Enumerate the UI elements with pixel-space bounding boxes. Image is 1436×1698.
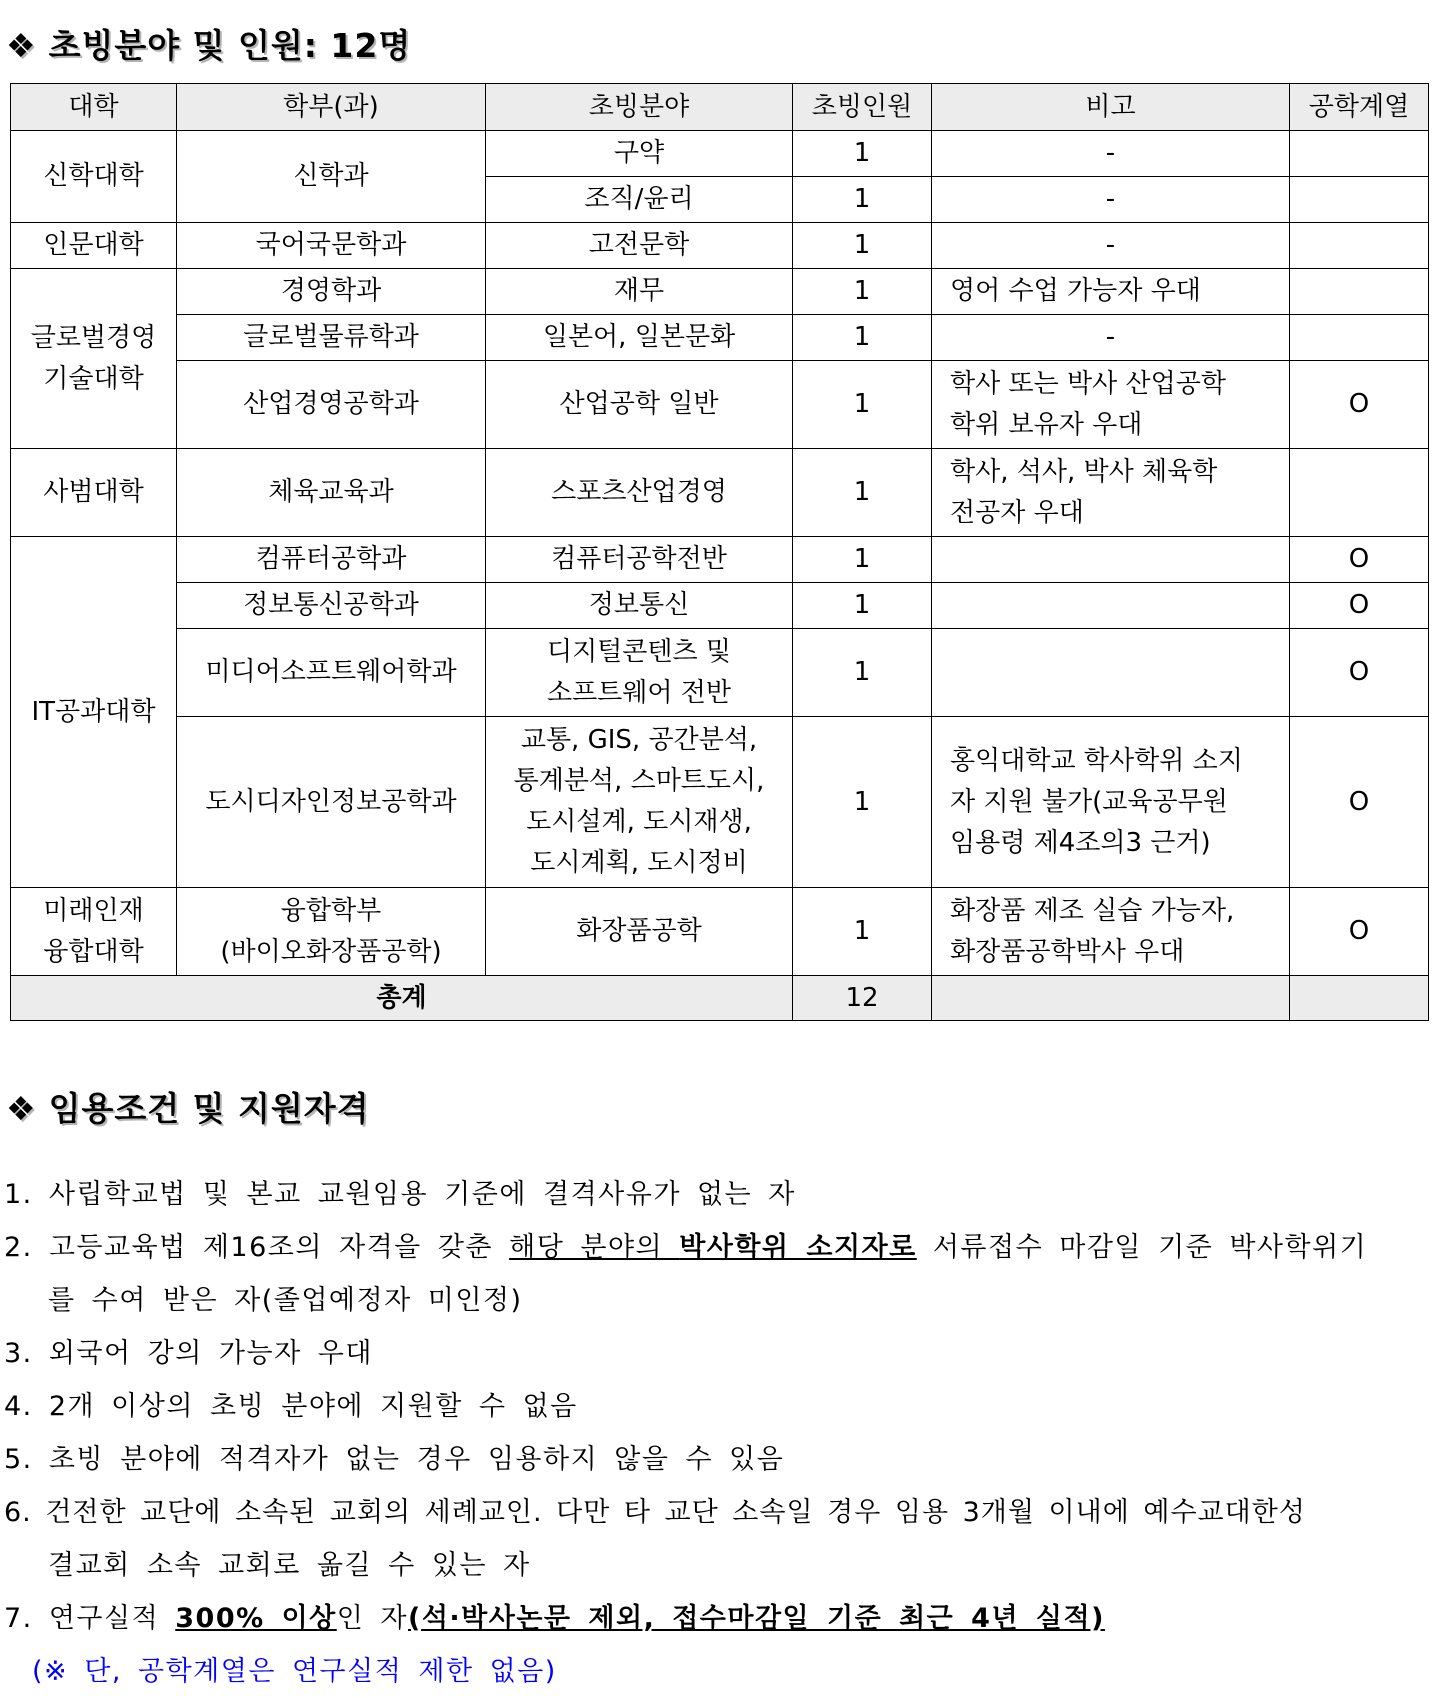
field-cell: 산업공학 일반 — [486, 361, 793, 449]
field-cell: 정보통신 — [486, 583, 793, 629]
count-cell: 1 — [793, 361, 932, 449]
condition-item: 1. 사립학교법 및 본교 교원임용 기준에 결격사유가 없는 자 — [4, 1179, 796, 1210]
section-title: 초빙분야 및 인원: 12명 — [48, 26, 412, 65]
college-cell: 신학대학 — [11, 131, 177, 223]
table-row — [11, 223, 1429, 269]
table-row — [11, 888, 1429, 976]
department-cell: 신학과 — [177, 131, 486, 223]
header-field: 초빙분야 — [486, 84, 793, 131]
total-note — [932, 976, 1290, 1021]
note-line: 홍익대학교 학사학위 소지 — [950, 745, 1243, 776]
field-line: 도시계획, 도시정비 — [530, 848, 748, 878]
condition-text: 서류접수 마감일 기준 박사학위기 — [916, 1232, 1368, 1263]
table-row — [11, 629, 1429, 717]
department-cell: 정보통신공학과 — [177, 583, 486, 629]
condition-emphasis: 300% 이상 — [175, 1603, 337, 1634]
field-cell: 재무 — [486, 269, 793, 315]
count-cell: 1 — [793, 629, 932, 717]
condition-text: 2. 고등교육법 제16조의 자격을 갖춘 — [4, 1232, 510, 1263]
engineering-cell: O — [1290, 629, 1429, 717]
count-cell: 1 — [793, 717, 932, 888]
note-cell — [932, 361, 1290, 449]
condition-text: 결교회 소속 교회로 옮길 수 있는 자 — [48, 1550, 531, 1581]
condition-item: 3. 외국어 강의 가능자 우대 — [4, 1338, 373, 1369]
engineering-cell: O — [1290, 717, 1429, 888]
college-line: 기술대학 — [43, 363, 144, 394]
header-college: 대학 — [11, 84, 177, 131]
note-line: 화장품공학박사 우대 — [950, 936, 1185, 967]
table-row — [11, 131, 1429, 177]
table-row — [11, 449, 1429, 537]
section-title: 임용조건 및 지원자격 — [48, 1089, 370, 1128]
table-row — [11, 537, 1429, 583]
note-line: 전공자 우대 — [950, 497, 1084, 528]
conditions-list — [4, 1168, 1432, 1698]
note-cell — [932, 583, 1290, 629]
table-row — [11, 717, 1429, 888]
section-heading-conditions — [6, 1083, 369, 1130]
college-cell — [11, 269, 177, 449]
college-cell: 사범대학 — [11, 449, 177, 537]
field-cell: 구약 — [486, 131, 793, 177]
engineering-cell — [1290, 131, 1429, 177]
recruitment-table — [10, 83, 1429, 1021]
table-header-row — [11, 84, 1429, 131]
field-cell: 스포츠산업경영 — [486, 449, 793, 537]
total-row — [11, 976, 1429, 1021]
note-cell: - — [932, 177, 1290, 223]
college-cell: 인문대학 — [11, 223, 177, 269]
section-heading-positions — [6, 20, 411, 67]
engineering-cell: O — [1290, 888, 1429, 976]
college-cell — [11, 888, 177, 976]
total-count: 12 — [793, 976, 932, 1021]
note-cell: - — [932, 223, 1290, 269]
note-cell: - — [932, 131, 1290, 177]
count-cell: 1 — [793, 537, 932, 583]
table-row — [11, 269, 1429, 315]
condition-item — [4, 1221, 1432, 1274]
department-line: 융합학부 — [280, 895, 382, 926]
department-cell: 산업경영공학과 — [177, 361, 486, 449]
field-cell — [486, 629, 793, 717]
count-cell: 1 — [793, 177, 932, 223]
count-cell: 1 — [793, 269, 932, 315]
field-cell: 조직/윤리 — [486, 177, 793, 223]
college-cell: IT공과대학 — [11, 537, 177, 888]
header-note: 비고 — [932, 84, 1290, 131]
note-line: 자 지원 불가(교육공무원 — [950, 786, 1228, 817]
condition-text: 7. 연구실적 — [4, 1603, 176, 1634]
total-label: 총계 — [11, 976, 793, 1021]
engineering-exception-note: (※ 단, 공학계열은 연구실적 제한 없음) — [32, 1656, 557, 1687]
count-cell: 1 — [793, 131, 932, 177]
field-cell — [486, 717, 793, 888]
note-line: 학사, 석사, 박사 체육학 — [950, 456, 1218, 487]
condition-item — [4, 1592, 1432, 1645]
total-engineering — [1290, 976, 1429, 1021]
condition-note — [4, 1645, 1432, 1698]
engineering-cell: O — [1290, 583, 1429, 629]
condition-emphasis: (석·박사논문 제외, 접수마감일 기준 최근 4년 실적) — [408, 1603, 1105, 1634]
condition-continuation — [4, 1274, 1432, 1327]
condition-text: 를 수여 받은 자(졸업예정자 미인정) — [48, 1285, 523, 1316]
field-line: 교통, GIS, 공간분석, — [520, 725, 758, 755]
diamond-bullet-icon: ❖ — [6, 1089, 37, 1128]
note-line: 학위 보유자 우대 — [950, 409, 1143, 440]
count-cell: 1 — [793, 449, 932, 537]
field-line: 통계분석, 스마트도시, — [513, 766, 765, 796]
department-cell: 국어국문학과 — [177, 223, 486, 269]
condition-item: 6. 건전한 교단에 소속된 교회의 세례교인. 다만 타 교단 소속일 경우 임용 3개월 이내에 예수교대한성 — [4, 1497, 1306, 1528]
engineering-cell — [1290, 223, 1429, 269]
note-cell — [932, 537, 1290, 583]
field-cell: 일본어, 일본문화 — [486, 315, 793, 361]
field-line: 소프트웨어 전반 — [546, 677, 732, 708]
condition-underlined: 해당 분야의 — [509, 1232, 680, 1263]
engineering-cell: O — [1290, 537, 1429, 583]
department-cell: 글로벌물류학과 — [177, 315, 486, 361]
note-line: 학사 또는 박사 산업공학 — [950, 368, 1226, 399]
table-row — [11, 315, 1429, 361]
note-cell — [932, 629, 1290, 717]
department-cell: 경영학과 — [177, 269, 486, 315]
engineering-cell — [1290, 177, 1429, 223]
condition-continuation — [4, 1539, 1432, 1592]
field-cell: 고전문학 — [486, 223, 793, 269]
note-cell — [932, 888, 1290, 976]
department-line: (바이오화장품공학) — [220, 936, 442, 967]
condition-emphasis: 박사학위 소지자로 — [679, 1232, 917, 1263]
field-cell: 화장품공학 — [486, 888, 793, 976]
department-cell — [177, 888, 486, 976]
field-line: 도시설계, 도시재생, — [526, 807, 752, 837]
header-department: 학부(과) — [177, 84, 486, 131]
department-cell: 컴퓨터공학과 — [177, 537, 486, 583]
count-cell: 1 — [793, 583, 932, 629]
engineering-cell — [1290, 315, 1429, 361]
header-count: 초빙인원 — [793, 84, 932, 131]
condition-item: 5. 초빙 분야에 적격자가 없는 경우 임용하지 않을 수 있음 — [4, 1444, 785, 1475]
college-line: 글로벌경영 — [30, 322, 157, 353]
note-cell — [932, 449, 1290, 537]
condition-text: 인 자 — [336, 1603, 408, 1634]
college-line: 미래인재 — [43, 895, 144, 926]
note-cell: - — [932, 315, 1290, 361]
table-row — [11, 361, 1429, 449]
department-cell: 체육교육과 — [177, 449, 486, 537]
note-line: 화장품 제조 실습 가능자, — [950, 895, 1235, 926]
note-line: 임용령 제4조의3 근거) — [950, 827, 1211, 858]
department-cell: 미디어소프트웨어학과 — [177, 629, 486, 717]
condition-item: 4. 2개 이상의 초빙 분야에 지원할 수 없음 — [4, 1391, 578, 1422]
count-cell: 1 — [793, 888, 932, 976]
count-cell: 1 — [793, 315, 932, 361]
header-engineering: 공학계열 — [1290, 84, 1429, 131]
college-line: 융합대학 — [43, 936, 144, 967]
department-cell: 도시디자인정보공학과 — [177, 717, 486, 888]
table-row — [11, 583, 1429, 629]
note-cell: 영어 수업 가능자 우대 — [932, 269, 1290, 315]
engineering-cell: O — [1290, 361, 1429, 449]
field-line: 디지털콘텐츠 및 — [546, 636, 732, 667]
diamond-bullet-icon: ❖ — [6, 26, 37, 65]
engineering-cell — [1290, 269, 1429, 315]
engineering-cell — [1290, 449, 1429, 537]
note-cell — [932, 717, 1290, 888]
field-cell: 컴퓨터공학전반 — [486, 537, 793, 583]
count-cell: 1 — [793, 223, 932, 269]
